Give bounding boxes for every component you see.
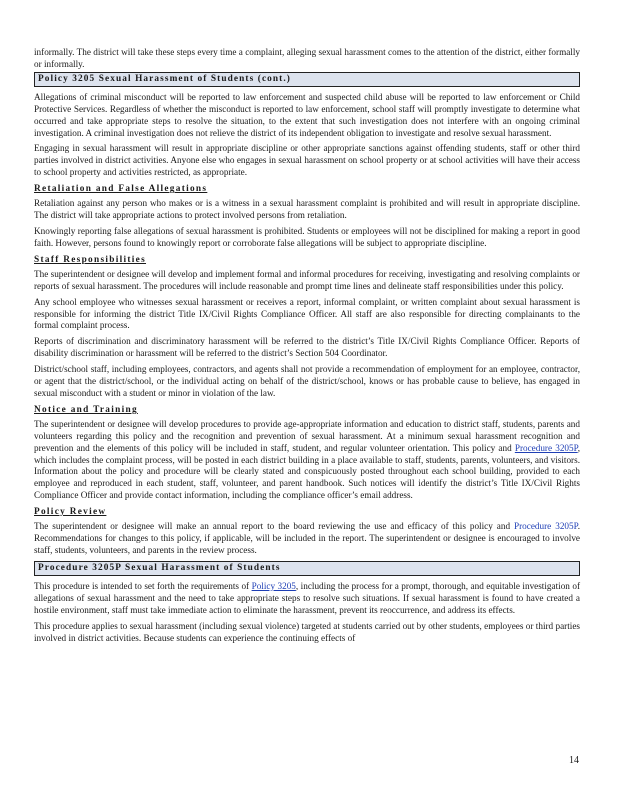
procedure-3205p-review-link[interactable]: Procedure 3205P <box>514 521 578 532</box>
subheading-notice-and-training: Notice and Training <box>34 404 138 415</box>
paragraph-policy-review <box>34 521 580 557</box>
notice-text-b: , which includes the complaint process, will be posted in each district building in a place available to staff, students, parents, volunteers, and visitors. Information about the policy and procedure will be clearly stated and conspicuously posted throughout each school building, provided to each employee and reproduced in each student, staff, volunteer, and parent handbook. Such notices will identify the district’s Title IX/Civil Rights Compliance Officer and provide contact information, including the compliance officer’s email address. <box>34 442 580 501</box>
subheading-policy-review: Policy Review <box>34 507 107 518</box>
paragraph-false-reporting: Knowingly reporting false allegations of sexual harassment is prohibited. Students or employees will not be disciplined for making a report in good faith. However, persons found to knowingly report or corroborate false allegations will be subject to appropriate discipline. <box>34 225 580 248</box>
paragraph-notice-training <box>34 419 580 502</box>
section-heading-policy-3205: Policy 3205 Sexual Harassment of Students (cont.) <box>34 72 580 87</box>
paragraph-retaliation: Retaliation against any person who makes or is a witness in a sexual harassment complaint is prohibited and will result in appropriate discipline. The district will take appropriate actions to protect involved persons from retaliation. <box>34 198 580 221</box>
paragraph-discrimination-referral: Reports of discrimination and discriminatory harassment will be referred to the district’s Title IX/Civil Rights Compliance Officer. Reports of disability discrimination or harassment will be referred to the district’s Section 504 Coordinator. <box>34 336 580 359</box>
page-content <box>34 47 580 648</box>
review-text-a: The superintendent or designee will make an annual report to the board reviewing the use and efficacy of this policy and <box>34 521 515 532</box>
paragraph-procedure-applies: This procedure applies to sexual harassment (including sexual violence) targeted at students carried out by other students, employees or third parties involved in district activities. Because students can experience the continuing effects of <box>34 620 580 643</box>
paragraph-staff-procedures: The superintendent or designee will develop and implement formal and informal procedures for receiving, investigating and resolving complaints or reports of sexual harassment. The procedures will include reasonable and prompt time lines and delineate staff responsibilities under this policy. <box>34 268 580 291</box>
page-number: 14 <box>569 755 579 766</box>
review-text-b: . Recommendations for changes to this policy, if applicable, will be included in the report. The superintendent or designee is encouraged to involve staff, students, volunteers, and parents in the review process. <box>34 521 580 555</box>
paragraph-criminal-misconduct: Allegations of criminal misconduct will be reported to law enforcement and suspected child abuse will be reported to law enforcement or Child Protective Services. Regardless of whether the misconduct is reported to law enforcement, school staff will promptly investigate to determine what occurred and take appropriate steps to resolve the situation, to the extent that such investigation does not interfere with an ongoing criminal investigation. A criminal investigation does not relieve the district of its independent obligation to investigate and resolve sexual harassment. <box>34 91 580 138</box>
subheading-staff-responsibilities: Staff Responsibilities <box>34 254 147 265</box>
paragraph-employee-reporting: Any school employee who witnesses sexual harassment or receives a report, informal complaint, or written complaint about sexual harassment is responsible for informing the district Title IX/Civil Rights Compliance Officer. All staff are also responsible for directing complainants to the formal complaint process. <box>34 296 580 331</box>
paragraph-procedure-intent <box>34 581 580 617</box>
section-heading-procedure-3205p: Procedure 3205P Sexual Harassment of Students <box>34 561 580 576</box>
subheading-retaliation: Retaliation and False Allegations <box>34 184 208 195</box>
notice-text-a: The superintendent or designee will develop procedures to provide age-appropriate information and education to district staff, students, parents and volunteers regarding this policy and the recognition and prevention of sexual harassment. At a minimum sexual harassment recognition and prevention and the elements of this policy will be included in staff, student, and regular volunteer orientation. This policy and <box>34 418 580 453</box>
procedure-3205p-link[interactable]: Procedure 3205P <box>514 442 578 453</box>
intro-fragment: informally. The district will take these steps every time a complaint, alleging sexual harassment comes to the attention of the district, either formally or informally. <box>34 47 580 69</box>
intent-text-a: This procedure is intended to set forth the requirements of <box>34 580 252 591</box>
policy-3205-link[interactable]: Policy 3205 <box>251 580 296 591</box>
intent-text-b: , including the process for a prompt, thorough, and equitable investigation of allegations of sexual harassment and the need to take appropriate steps to resolve such situations. If sexual harassment is found to have created a hostile environment, staff must take immediate action to eliminate the harassment, prevent its reoccurrence, and address its effects. <box>34 580 581 615</box>
paragraph-recommendation-of-employment: District/school staff, including employees, contractors, and agents shall not provide a recommendation of employment for an employee, contractor, or agent that the district/school, or the individual acting on behalf of the district/school, knows or has probable cause to believe, has engaged in sexual misconduct with a student or minor in violation of the law. <box>34 364 580 398</box>
paragraph-engaging-harassment: Engaging in sexual harassment will result in appropriate discipline or other appropriate sanctions against offending students, staff or other third parties involved in district activities. Anyone else who engages in sexual harassment on school property or at school activities will have their access to school property and activities restricted, as appropriate. <box>34 143 580 178</box>
